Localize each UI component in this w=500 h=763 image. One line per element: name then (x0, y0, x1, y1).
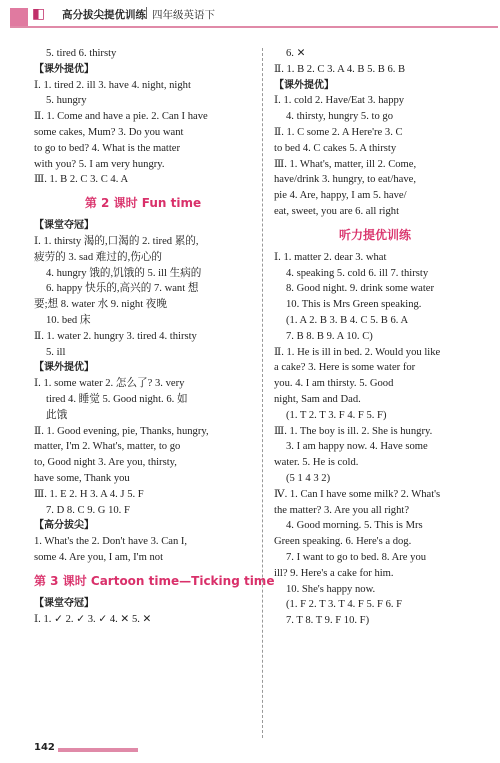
answer-line: Ⅲ. 1. E 2. H 3. A 4. J 5. F (34, 488, 144, 500)
answer-line: to, Good night 3. Are you, thirsty, (34, 457, 177, 469)
answer-line: Ⅱ. 1. B 2. C 3. A 4. B 5. B 6. B (274, 63, 406, 75)
grade-label: 四年级英语下 (152, 9, 215, 21)
section-heading: 【课堂夺冠】 (34, 220, 94, 232)
answer-line: 1. What's the 2. Don't have 3. Can I, (34, 536, 188, 548)
answer-line: Ⅱ. 1. Good evening, pie, Thanks, hungry, (34, 425, 209, 437)
left-column (34, 46, 275, 627)
section-heading: 【课堂夺冠】 (34, 597, 94, 609)
answer-line: tired 4. 睡觉 5. Good night. 6. 如 (46, 393, 188, 405)
answer-line: 10. She's happy now. (286, 583, 376, 595)
answer-line: (1. A 2. B 3. B 4. C 5. B 6. A (286, 314, 409, 326)
lesson-title: 第 2 课时 Fun time (84, 196, 202, 211)
header-accent-block (10, 8, 28, 26)
column-divider (262, 48, 263, 738)
answer-line: 5. tired 6. thirsty (46, 48, 117, 59)
answer-line: 此饿 (46, 409, 68, 421)
answer-line: ill? 9. Here's a cake for him. (274, 567, 394, 579)
answer-line: 8. Good night. 9. drink some water (286, 283, 434, 295)
answer-line: 6. happy 快乐的,高兴的 7. want 想 (46, 283, 199, 295)
header-rule (10, 26, 498, 28)
answer-line: 疲劳的 3. sad 难过的,伤心的 (34, 251, 163, 263)
section-heading: 【高分拔尖】 (34, 520, 94, 532)
book-title: 高分拔尖提优训练 (62, 9, 146, 21)
answer-line: 10. bed 床 (46, 314, 91, 326)
answer-line: Ⅰ. 1. thirsty 渴的,口渴的 2. tired 累的, (34, 235, 199, 247)
answer-line: some 4. Are you, I am, I'm not (34, 551, 164, 563)
answer-line: some cakes, Mum? 3. Do you want (34, 126, 184, 138)
answer-line: Ⅰ. 1. cold 2. Have/Eat 3. happy (274, 95, 405, 107)
answer-line: 5. hungry (46, 95, 87, 107)
answer-line: 7. B 8. B 9. A 10. C) (286, 330, 373, 342)
section-heading: 【课外提优】 (34, 362, 94, 374)
section-heading: 【课外提优】 (34, 63, 94, 75)
header-separator (146, 7, 147, 19)
answer-line: matter, I'm 2. What's, matter, to go (34, 441, 181, 453)
answer-line: Ⅱ. 1. He is ill in bed. 2. Would you like (274, 346, 441, 358)
footer-rule (58, 748, 138, 752)
answer-line: night, Sam and Dad. (274, 393, 361, 405)
lesson-title: 第 3 课时 Cartoon time—Ticking time (34, 573, 275, 588)
answer-line: 要;想 8. water 水 9. night 夜晚 (34, 299, 167, 311)
answer-line: 7. I want to go to bed. 8. Are you (286, 551, 427, 563)
answer-line: Ⅰ. 1. tired 2. ill 3. have 4. night, night (34, 79, 191, 91)
answer-line: Ⅳ. 1. Can I have some milk? 2. What's (274, 488, 441, 500)
page-header (0, 0, 500, 46)
answer-line: 7. D 8. C 9. G 10. F (46, 504, 130, 516)
answer-line: Ⅰ. 1. matter 2. dear 3. what (274, 251, 387, 263)
answer-line: Ⅱ. 1. C some 2. A Here're 3. C (274, 126, 403, 138)
answer-line: have some, Thank you (34, 472, 130, 484)
answer-line: (1. F 2. T 3. T 4. F 5. F 6. F (286, 599, 403, 611)
right-column (274, 46, 476, 629)
answer-line: Ⅱ. 1. Come and have a pie. 2. Can I have (34, 111, 208, 123)
answer-line: 4. hungry 饿的,饥饿的 5. ill 生病的 (46, 267, 202, 279)
answer-line: 5. ill (46, 346, 66, 358)
book-icon: ◧ (32, 6, 46, 22)
answer-line: to go to bed? 4. What is the matter (34, 142, 181, 154)
answer-line: have/drink 3. hungry, to eat/have, (274, 174, 416, 186)
answer-line: Ⅲ. 1. What's, matter, ill 2. Come, (274, 158, 417, 170)
section-heading: 【课外提优】 (274, 79, 334, 91)
answer-line: 6. ✕ (286, 48, 306, 59)
answer-line: the matter? 3. Are you all right? (274, 504, 410, 516)
answer-line: Ⅲ. 1. The boy is ill. 2. She is hungry. (274, 425, 433, 437)
answer-line: a cake? 3. Here is some water for (274, 362, 416, 374)
answer-line: (5 1 4 3 2) (286, 472, 331, 484)
answer-line: Ⅰ. 1. ✓ 2. ✓ 3. ✓ 4. ✕ 5. ✕ (34, 613, 152, 625)
answer-line: Green speaking. 6. Here's a dog. (274, 536, 412, 548)
answer-line: to bed 4. C cakes 5. A thirsty (274, 142, 397, 154)
answer-line: Ⅱ. 1. water 2. hungry 3. tired 4. thirsty (34, 330, 197, 342)
page-number: 142 (34, 742, 55, 753)
answer-line: 3. I am happy now. 4. Have some (286, 441, 428, 453)
answer-line: water. 5. He is cold. (274, 457, 359, 469)
answer-line: 10. This is Mrs Green speaking. (286, 299, 422, 311)
answer-line: Ⅲ. 1. B 2. C 3. C 4. A (34, 174, 129, 186)
answer-line: pie 4. Are, happy, I am 5. have/ (274, 190, 407, 202)
answer-line: 4. Good morning. 5. This is Mrs (286, 520, 423, 532)
answer-line: Ⅰ. 1. some water 2. 怎么了? 3. very (34, 378, 185, 390)
answer-line: you. 4. I am thirsty. 5. Good (274, 378, 394, 390)
answer-line: 4. speaking 5. cold 6. ill 7. thirsty (286, 267, 429, 279)
lesson-title: 听力提优训练 (338, 227, 411, 242)
answer-line: eat, sweet, you are 6. all right (274, 205, 400, 217)
answer-line: with you? 5. I am very hungry. (34, 158, 165, 170)
answer-line: 7. T 8. T 9. F 10. F) (286, 615, 370, 627)
answer-line: (1. T 2. T 3. F 4. F 5. F) (286, 409, 387, 421)
answer-line: 4. thirsty, hungry 5. to go (286, 111, 394, 123)
